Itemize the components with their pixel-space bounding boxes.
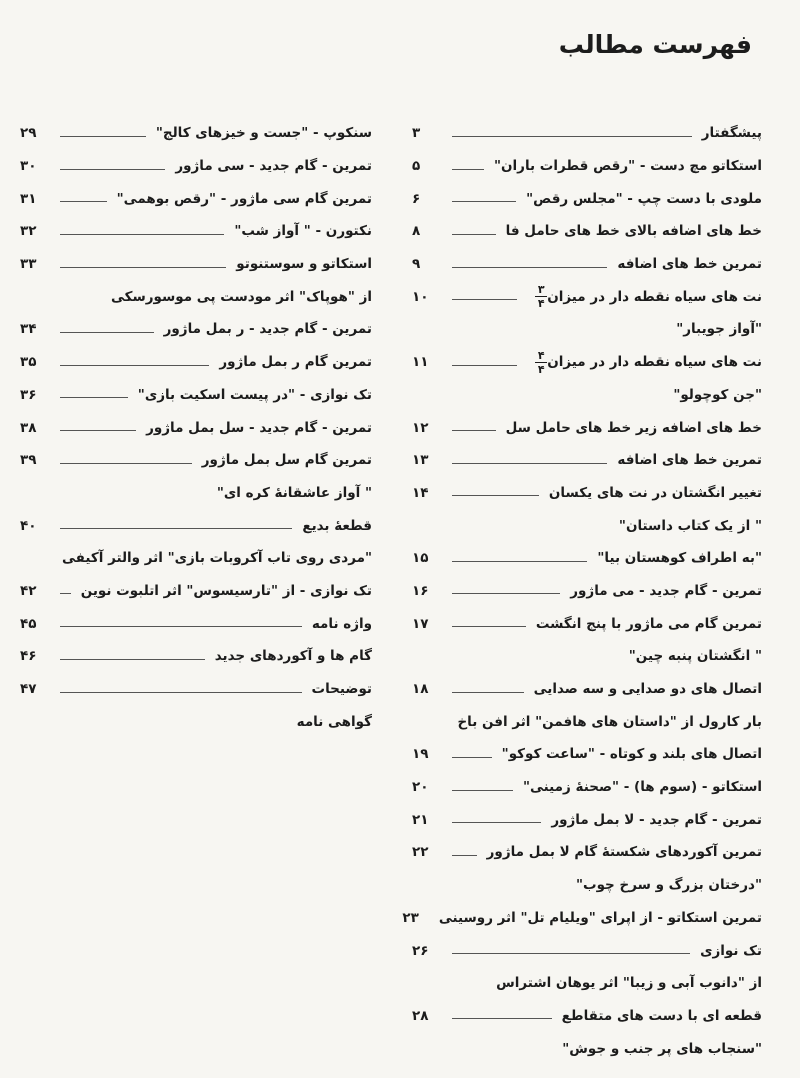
toc-page-number: ۱۰ (412, 288, 429, 305)
toc-entry (20, 117, 372, 150)
leader-line (452, 626, 526, 627)
toc-entry-title: توضیحات (311, 681, 372, 698)
toc-entry (412, 640, 762, 673)
toc-entry (20, 444, 372, 477)
leader-line (452, 822, 541, 823)
fraction-denominator: ۴ (537, 297, 545, 311)
toc-entry (20, 575, 372, 608)
toc-page-number: ۱۳ (412, 452, 429, 469)
toc-entry-title: " انگشتان پنبه چین" (628, 648, 762, 665)
toc-entry-title: سنکوپ - "جست و خیزهای کالج" (155, 125, 372, 142)
toc-entry-title: "به اطراف کوهستان بیا" (597, 550, 762, 567)
toc-entry (20, 313, 372, 346)
toc-page-number: ۱۱ (412, 354, 429, 371)
fraction-numerator: ۴ (537, 348, 545, 362)
toc-entry (412, 673, 762, 706)
leader-line (60, 169, 165, 170)
leader-line (60, 463, 192, 464)
leader-line (452, 299, 517, 300)
fraction-denominator: ۴ (537, 362, 545, 376)
toc-entry-title: از "دانوب آبی و زیبا" اثر یوهان اشتراس (496, 975, 762, 992)
toc-page-number: ۱۶ (412, 582, 429, 599)
toc-entry (412, 117, 762, 150)
leader-line (452, 463, 607, 464)
page-title: فهرست مطالب (558, 30, 752, 59)
fraction-numerator: ۳ (537, 283, 545, 297)
toc-entry-title: استکاتو مچ دست - "رقص قطرات باران" (494, 158, 762, 175)
toc-entry (20, 215, 372, 248)
toc-page-number: ۶ (412, 190, 421, 207)
toc-entry-title: "درختان بزرگ و سرخ چوب" (575, 877, 762, 894)
leader-line (452, 136, 692, 137)
leader-line (60, 332, 154, 333)
toc-entry (412, 444, 762, 477)
toc-entry (412, 346, 762, 379)
toc-entry (20, 607, 372, 640)
toc-entry-title: قطعه ای با دست های متقاطع (561, 1007, 762, 1024)
toc-entry-title: تمرین خط های اضافه (617, 256, 762, 273)
toc-entry (20, 705, 372, 738)
toc-entry-title: تمرین گام سل بمل ماژور (201, 452, 372, 469)
toc-entry (412, 182, 762, 215)
toc-entry (412, 1032, 762, 1065)
toc-entry (412, 150, 762, 183)
toc-page-number: ۳۱ (20, 190, 37, 207)
toc-entry-title: واژه نامه (311, 615, 372, 632)
toc-entry (20, 379, 372, 412)
toc-page-number: ۱۴ (412, 484, 429, 501)
toc-page-number: ۳۵ (20, 354, 37, 371)
toc-page-number: ۴۵ (20, 615, 37, 632)
toc-entry-title: نکتورن - " آواز شب" (234, 223, 372, 240)
toc-entry-title: گواهی نامه (296, 713, 372, 730)
toc-entry-title: " آواز عاشقانهٔ کره ای" (216, 484, 372, 501)
toc-entry (20, 346, 372, 379)
toc-entry-title: گام ها و آکوردهای جدید (214, 648, 372, 665)
toc-entry (20, 248, 372, 281)
toc-entry (402, 902, 762, 935)
leader-line (452, 430, 496, 431)
toc-entry (20, 477, 372, 510)
leader-line (60, 365, 209, 366)
toc-page-number: ۲۹ (20, 125, 37, 142)
toc-page-number: ۸ (412, 223, 421, 240)
toc-entry (20, 509, 372, 542)
toc-entry-title: تک نوازی - "در پیست اسکیت بازی" (137, 386, 372, 403)
leader-line (452, 495, 539, 496)
leader-line (452, 234, 496, 235)
toc-entry (412, 607, 762, 640)
toc-entry-title: پیشگفتار (701, 125, 762, 142)
toc-entry (412, 509, 762, 542)
toc-page-number: ۴۲ (20, 582, 37, 599)
toc-page-number: ۴۶ (20, 648, 37, 665)
toc-page-number: ۳۸ (20, 419, 37, 436)
toc-column-left (20, 117, 372, 738)
toc-page-number: ۳۴ (20, 321, 37, 338)
toc-entry-title: نت های سیاه نقطه دار در میزان (547, 288, 762, 305)
toc-entry (412, 313, 762, 346)
toc-entry-title: تمرین آکوردهای شکستهٔ گام لا بمل ماژور (486, 844, 762, 861)
toc-entry-title: "سنجاب های پر جنب و جوش" (562, 1040, 762, 1057)
toc-entry (412, 248, 762, 281)
toc-entry (412, 477, 762, 510)
toc-page-number: ۱۷ (412, 615, 429, 632)
toc-page-number: ۳۲ (20, 223, 37, 240)
toc-entry (412, 967, 762, 1000)
leader-line (60, 528, 292, 529)
toc-entry-title: تمرین - گام جدید - می ماژور (570, 582, 762, 599)
toc-entry (412, 542, 762, 575)
toc-entry-title: استکاتو و سوستنوتو (236, 256, 372, 273)
toc-entry (20, 150, 372, 183)
toc-entry (20, 673, 372, 706)
leader-line (452, 169, 484, 170)
toc-entry (412, 738, 762, 771)
leader-line (452, 953, 690, 954)
toc-entry (20, 182, 372, 215)
toc-entry (412, 379, 762, 412)
leader-line (60, 626, 302, 627)
toc-entry (412, 934, 762, 967)
toc-entry-title: استکاتو - (سوم ها) - "صحنهٔ زمینی" (522, 779, 762, 796)
leader-line (452, 855, 477, 856)
toc-page-number: ۱۹ (412, 746, 429, 763)
leader-line (452, 201, 516, 202)
toc-entry-title: تمرین - گام جدید - لا بمل ماژور (551, 811, 762, 828)
toc-entry (20, 411, 372, 444)
leader-line (452, 365, 517, 366)
toc-page-number: ۲۶ (412, 942, 429, 959)
toc-page-number: ۱۸ (412, 681, 429, 698)
toc-entry (412, 575, 762, 608)
leader-line (452, 1018, 552, 1019)
toc-entry-title: تغییر انگشتان در نت های یکسان (548, 484, 762, 501)
toc-entry-title: اتصال های بلند و کوتاه - "ساعت کوکو" (501, 746, 762, 763)
toc-entry-title: تمرین - گام جدید - سی ماژور (175, 158, 372, 175)
toc-entry-title: "آواز جویبار" (676, 321, 762, 338)
leader-line (60, 136, 146, 137)
toc-page-number: ۲۳ (402, 909, 419, 926)
leader-line (60, 234, 224, 235)
toc-entry-title: تک نوازی (700, 942, 762, 959)
toc-page-number: ۲۱ (412, 811, 429, 828)
toc-entry (412, 705, 762, 738)
leader-line (60, 692, 302, 693)
toc-entry-title: خط های اضافه زیر خط های حامل سل (505, 419, 762, 436)
toc-entry (412, 869, 762, 902)
toc-entry (412, 411, 762, 444)
toc-entry (412, 803, 762, 836)
toc-page-number: ۳۳ (20, 256, 37, 273)
leader-line (452, 757, 492, 758)
toc-entry-title: نت های سیاه نقطه دار در میزان (547, 354, 762, 371)
toc-entry-title: اتصال های دو صدایی و سه صدایی (533, 681, 762, 698)
toc-entry (20, 640, 372, 673)
toc-entry-title: "جن کوچولو" (673, 386, 762, 403)
toc-page-number: ۳۹ (20, 452, 37, 469)
toc-entry-title: از "هوپاک" اثر مودست پی موسورسکی (110, 288, 372, 305)
toc-entry-title: تمرین استکاتو - از اپرای "ویلیام تل" اثر روسینی (438, 909, 762, 926)
leader-line (60, 430, 136, 431)
toc-entry-title: تمرین گام سی ماژور - "رقص بوهمی" (116, 190, 372, 207)
leader-line (60, 201, 107, 202)
toc-page-number: ۲۸ (412, 1007, 429, 1024)
toc-entry (412, 836, 762, 869)
toc-page-number: ۴۷ (20, 681, 37, 698)
toc-page-number: ۱۵ (412, 550, 429, 567)
leader-line (452, 267, 607, 268)
toc-entry-title: "مردی روی تاب آکروبات بازی" اثر والتر آکیفی (62, 550, 372, 567)
toc-entry (412, 771, 762, 804)
toc-entry-title: تمرین خط های اضافه (617, 452, 762, 469)
toc-entry-title: تک نوازی - از "تارسیسوس" اثر اتلبوت نوین (80, 582, 372, 599)
toc-column-right (402, 117, 762, 1065)
toc-entry-title: خط های اضافه بالای خط های حامل فا (505, 223, 762, 240)
leader-line (452, 561, 587, 562)
leader-line (60, 397, 128, 398)
toc-entry-title: " از یک کتاب داستان" (618, 517, 762, 534)
toc-entry (412, 1000, 762, 1033)
toc-entry-title: تمرین گام می ماژور با پنج انگشت (535, 615, 762, 632)
toc-page-number: ۳ (412, 125, 421, 142)
leader-line (60, 659, 205, 660)
toc-entry-title: تمرین - گام جدید - ر بمل ماژور (163, 321, 372, 338)
leader-line (60, 593, 71, 594)
toc-page-number: ۱۲ (412, 419, 429, 436)
toc-entry-title: ملودی با دست چپ - "مجلس رقص" (526, 190, 762, 207)
toc-entry-title: قطعهٔ بدیع (302, 517, 372, 534)
toc-page-number: ۲۰ (412, 779, 429, 796)
leader-line (452, 790, 513, 791)
toc-page-number: ۳۶ (20, 386, 37, 403)
toc-page-number: ۴۰ (20, 517, 37, 534)
toc-page-number: ۵ (412, 158, 421, 175)
leader-line (452, 593, 560, 594)
toc-entry (412, 280, 762, 313)
leader-line (60, 267, 226, 268)
leader-line (452, 692, 524, 693)
toc-page-number: ۳۰ (20, 158, 37, 175)
toc-entry-title: بار کارول از "داستان های هافمن" اثر افن باخ (457, 713, 762, 730)
toc-entry (20, 280, 372, 313)
time-signature-fraction (535, 350, 547, 375)
toc-page-number: ۲۲ (412, 844, 429, 861)
toc-page-number: ۹ (412, 256, 421, 273)
time-signature-fraction (535, 284, 547, 309)
toc-entry-title: تمرین گام ر بمل ماژور (219, 354, 372, 371)
toc-entry (412, 215, 762, 248)
toc-entry-title: تمرین - گام جدید - سل بمل ماژور (146, 419, 372, 436)
toc-entry (20, 542, 372, 575)
